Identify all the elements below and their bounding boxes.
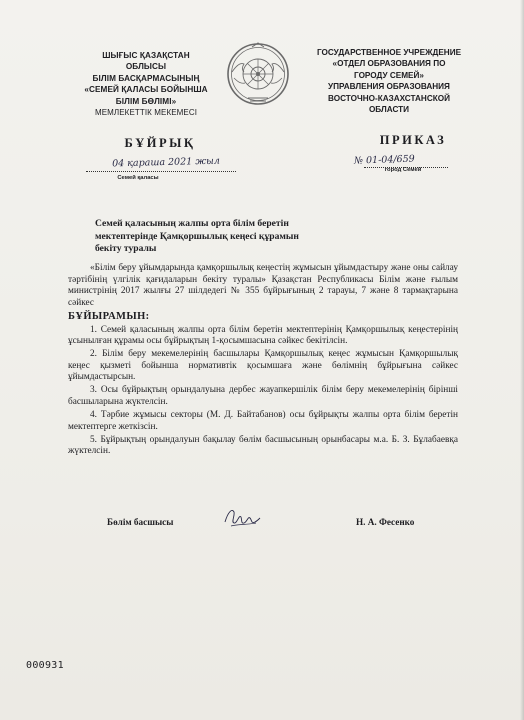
scan-shadow: [520, 0, 524, 720]
date-underline: [86, 171, 236, 172]
document-title: [95, 218, 315, 256]
handwritten-signature-icon: [222, 504, 262, 532]
signatory-name: Н. А. Фесенко: [356, 517, 415, 527]
order-item: 1. Семей қаласының жалпы орта білім беретін мектептерінің Қамқоршылық кеңестерінің ұсынылған құрамы осы бұйрықтың 1-қосымшасына сәйкес бекітілсін.: [68, 324, 458, 347]
state-emblem-icon: [226, 42, 290, 106]
handwritten-number: № 01-04/659: [353, 153, 415, 167]
header-left-kazakh: [68, 50, 224, 118]
header-left-line: ШЫҒЫС ҚАЗАҚСТАН: [102, 51, 190, 60]
header-left-line: БІЛІМ БӨЛІМІ»: [115, 96, 177, 106]
header-right-line: ГОСУДАРСТВЕННОЕ УЧРЕЖДЕНИЕ: [316, 48, 462, 57]
order-item: 5. Бұйрықтың орындалуын бақылау бөлім басшысының орынбасары м.а. Б. З. Бұлабаевқа жүктелсін.: [68, 434, 458, 457]
order-label-kazakh: БҰЙРЫҚ: [124, 136, 196, 150]
handwritten-date: 04 қараша 2021 жыл: [111, 155, 220, 170]
header-right-line: УПРАВЛЕНИЯ ОБРАЗОВАНИЯ: [328, 82, 450, 92]
header-right-line: «ОТДЕЛ ОБРАЗОВАНИЯ ПО: [332, 59, 446, 69]
title-line: мектептерінде Қамқоршылық кеңесі құрамын: [95, 230, 299, 242]
decree-keyword: БҰЙЫРАМЫН:: [68, 310, 150, 322]
header-right-russian: [316, 47, 462, 115]
decree-keyword-paragraph: [68, 311, 458, 324]
city-russian: город Семей: [384, 167, 422, 173]
header-right-line: ГОРОДУ СЕМЕЙ»: [354, 70, 424, 80]
header-right-line: ОБЛАСТИ: [368, 105, 410, 115]
title-line: Семей қаласының жалпы орта білім беретін: [95, 218, 289, 229]
order-label-russian: ПРИКАЗ: [379, 133, 447, 147]
order-date: [86, 155, 236, 174]
order-item: 2. Білім беру мекемелерінің басшылары Қамқоршылық кеңес жұмысын Қамқоршылық кеңес қызметі бойынша нормативтік қосымшаға және бөлімнің бұйрығына сәйкес ұйымдастырсын.: [68, 349, 458, 383]
header-right-line: ВОСТОЧНО-КАЗАХСТАНСКОЙ: [328, 93, 450, 103]
header-left-line: БІЛІМ БАСҚАРМАСЫНЫҢ: [92, 73, 200, 83]
signatory-title: Бөлім басшысы: [107, 517, 174, 527]
header-left-line: «СЕМЕЙ ҚАЛАСЫ БОЙЫНША: [84, 85, 208, 95]
title-line: бекіту туралы: [95, 243, 157, 254]
order-item: 3. Осы бұйрықтың орындалуына дербес жауапкершілік білім беру мекемелерінің бірінші басшыларына жүктелсін.: [68, 385, 458, 408]
city-kazakh: Семей қаласы: [117, 175, 159, 181]
document-body: [68, 263, 458, 459]
order-item: 4. Тәрбие жұмысы секторы (М. Д. Байтабанов) осы бұйрықты жалпы орта білім беретін мектептерге жеткізсін.: [68, 410, 458, 432]
intro-paragraph: «Білім беру ұйымдарында қамқоршылық кеңестің жұмысын ұйымдастыру және оны сайлау тәртібінің үлгілік қағидаларын бекіту туралы» Қазақстан Республикасы Білім және ғылым министрінің 2017 жылғы 27 шілдедегі № 355 бұйрығының 2 тарауы, 7 және 8 тармақтарына сәйкес: [68, 263, 458, 308]
header-left-line: ОБЛЫСЫ: [125, 62, 167, 72]
serial-number: 000931: [26, 660, 64, 671]
header-left-subline: МЕМЛЕКЕТТІК МЕКЕМЕСІ: [94, 108, 198, 118]
